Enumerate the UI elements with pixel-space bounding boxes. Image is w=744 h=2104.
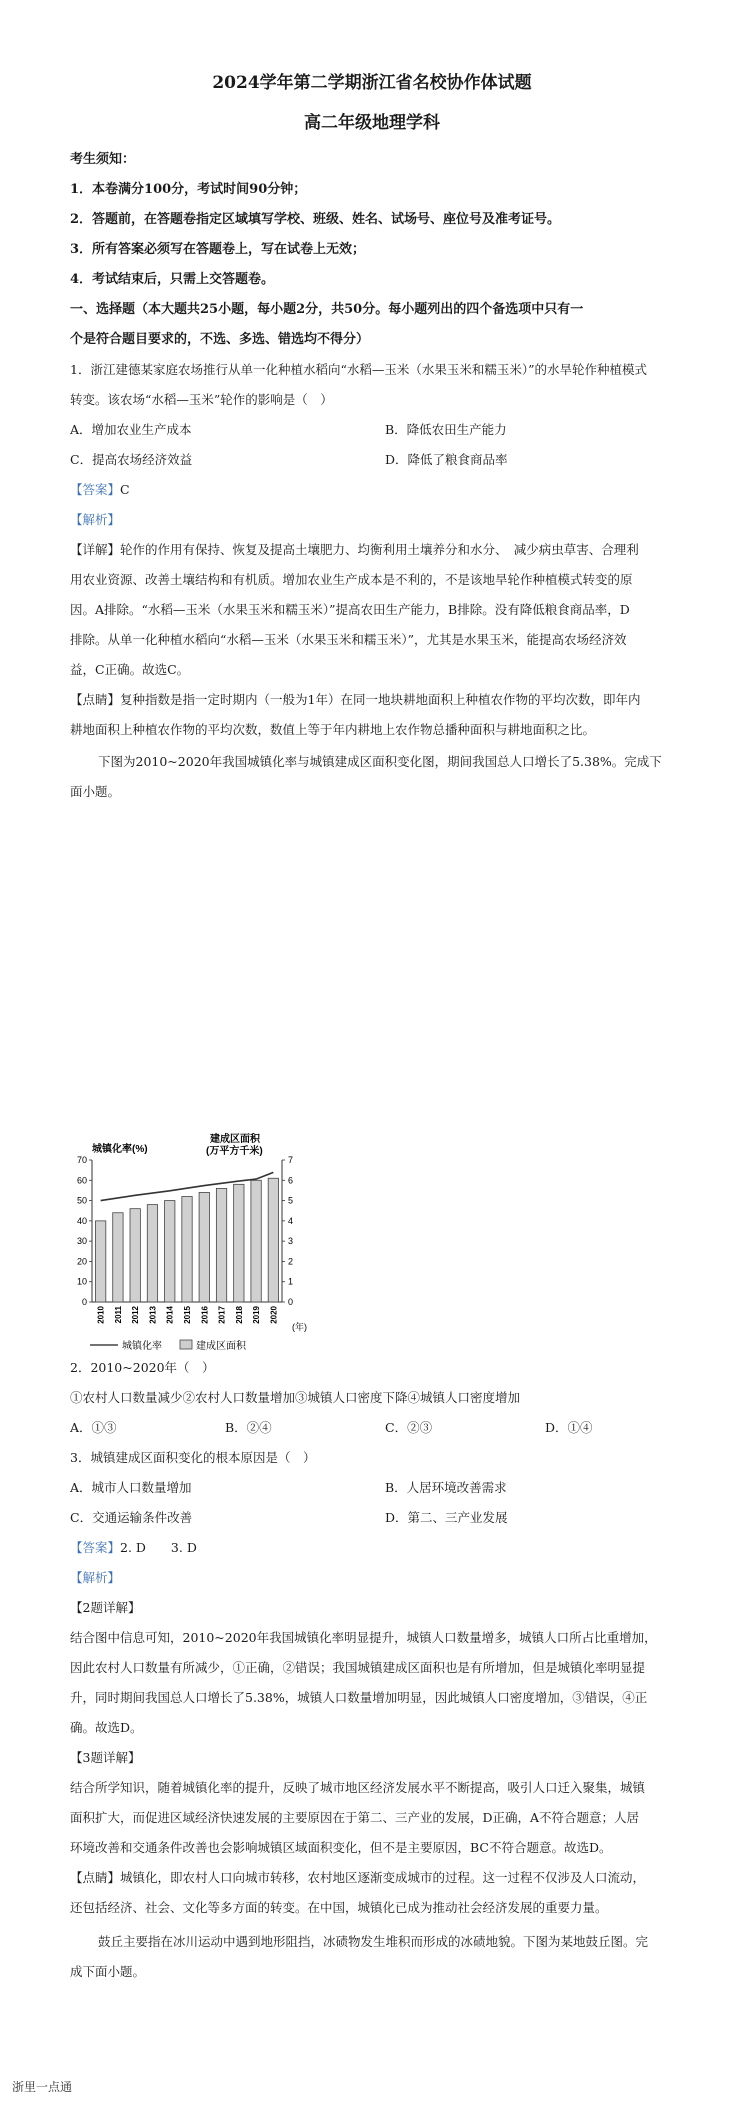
- notice-item: 2．答题前，在答题卷指定区域填写学校、班级、姓名、试场号、座位号及准考证号。: [70, 212, 561, 227]
- q3-option-b: B．人居环境改善需求: [385, 1480, 507, 1495]
- section-heading: 一、选择题（本大题共25小题，每小题2分，共50分。每小题列出的四个备选项中只有一: [70, 302, 584, 317]
- q1-tip: 耕地面积上种植农作物的平均次数，数值上等于年内耕地上农作物总播种面积与耕地面积之比。: [70, 722, 596, 737]
- right-tick-label: 3: [288, 1236, 294, 1247]
- right-tick-label: 7: [288, 1155, 294, 1165]
- q3-option-d: D．第二、三产业发展: [385, 1510, 508, 1525]
- right-axis-unit: (万平方千米): [206, 1146, 263, 1157]
- footer-brand: 浙里一点通: [12, 2080, 73, 2094]
- right-tick-label: 2: [288, 1256, 294, 1267]
- q23-analysis-tag: 【解析】: [70, 1570, 121, 1585]
- intro-q2-3-cont: 面小题。: [70, 784, 121, 799]
- exam-subtitle: 高二年级地理学科: [304, 113, 440, 133]
- section-heading-cont: 个是符合题目要求的，不选、多选、错选均不得分）: [70, 332, 370, 347]
- built-area-bar: [113, 1213, 123, 1302]
- q1-stem: 1．浙江建德某家庭农场推行从单一化种植水稻向“水稻—玉米（水果玉米和糯玉米）”的水旱轮作种植模式: [70, 362, 647, 377]
- x-tick-label: 2013: [148, 1306, 158, 1324]
- x-tick-label: 2020: [269, 1306, 279, 1324]
- left-tick-label: 20: [76, 1256, 87, 1267]
- q2-detail: 升，同时期间我国总人口增长了5.38%，城镇人口数量增加明显，因此城镇人口密度增加，③错误，④正: [70, 1690, 648, 1705]
- q1-detail: 因。A排除。“水稻—玉米（水果玉米和糯玉米）”提高农田生产能力，B排除。没有降低粮食商品率，D: [70, 602, 630, 617]
- q1-option-c: C．提高农场经济效益: [70, 452, 193, 467]
- q1-answer: [70, 480, 690, 498]
- q2-option-c: C．②③: [385, 1420, 433, 1435]
- right-tick-label: 5: [288, 1195, 294, 1206]
- right-tick-label: 0: [288, 1297, 294, 1307]
- intro-q4: 鼓丘主要指在冰川运动中遇到地形阻挡，冰碛物发生堆积而形成的冰碛地貌。下图为某地鼓丘图。完: [98, 1934, 649, 1949]
- q3-option-c: C．交通运输条件改善: [70, 1510, 193, 1525]
- x-tick-label: 2019: [252, 1306, 262, 1324]
- q23-answer: [70, 1538, 690, 1556]
- notice-heading: 考生须知：: [70, 152, 136, 167]
- q23-tip: 还包括经济、社会、文化等多方面的转变。在中国，城镇化已成为推动社会经济发展的重要力量。: [70, 1900, 608, 1915]
- right-axis-label: 建成区面积: [210, 1134, 260, 1145]
- x-tick-label: 2016: [200, 1306, 210, 1324]
- left-tick-label: 0: [81, 1297, 87, 1307]
- built-area-bar: [234, 1184, 244, 1302]
- notice-item: 3．所有答案必须写在答题卷上，写在试卷上无效；: [70, 242, 366, 257]
- x-axis-label: (年): [292, 1322, 307, 1332]
- answer-value: C: [120, 482, 130, 497]
- built-area-bar: [199, 1192, 209, 1302]
- notice-item: 1．本卷满分100分，考试时间90分钟；: [70, 182, 307, 197]
- q2-option-a: A．①③: [70, 1420, 117, 1435]
- intro-q2-3: 下图为2010~2020年我国城镇化率与城镇建成区面积变化图，期间我国总人口增长了5.38%。完成下: [98, 754, 662, 769]
- left-tick-label: 50: [76, 1195, 87, 1206]
- notice-item: 4．考试结束后，只需上交答题卷。: [70, 272, 275, 287]
- built-area-bar: [268, 1178, 278, 1302]
- q1-option-d: D．降低了粮食商品率: [385, 452, 508, 467]
- q3-detail: 面积扩大，而促进区域经济快速发展的主要原因在于第二、三产业的发展，D正确，A不符合题意；人居: [70, 1810, 640, 1825]
- x-tick-label: 2015: [183, 1306, 192, 1324]
- built-area-bar: [165, 1201, 175, 1302]
- built-area-bar: [182, 1197, 192, 1302]
- right-tick-label: 1: [288, 1276, 294, 1287]
- q2-detail: 因此农村人口数量有所减少，①正确，②错误；我国城镇建成区面积也是有所增加，但是城镇化率明显提: [70, 1660, 646, 1675]
- legend-bar-label: 建成区面积: [196, 1341, 246, 1352]
- legend-line-label: 城镇化率: [122, 1341, 162, 1352]
- exam-title: 2024学年第二学期浙江省名校协作体试题: [212, 73, 532, 93]
- legend-bar-swatch: [180, 1340, 192, 1349]
- q3-stem: 3．城镇建成区面积变化的根本原因是（ ）: [70, 1450, 316, 1465]
- right-tick-label: 4: [288, 1215, 294, 1226]
- answer-tag: 【答案】: [70, 482, 121, 497]
- left-tick-label: 40: [76, 1215, 87, 1226]
- q1-analysis-tag: 【解析】: [70, 512, 121, 527]
- q1-tip: 【点睛】复种指数是指一定时期内（一般为1年）在同一地块耕地面积上种植农作物的平均次数，即年内: [70, 692, 641, 707]
- left-axis-label: 城镇化率(%): [92, 1144, 148, 1155]
- q3-detail: 环境改善和交通条件改善也会影响城镇区域面积变化，但不是主要原因，BC不符合题意。故选D。: [70, 1840, 612, 1855]
- chart-plot-area: [77, 1155, 293, 1324]
- built-area-bar: [130, 1209, 140, 1302]
- left-tick-label: 60: [76, 1175, 87, 1186]
- q1-option-b: B．降低农田生产能力: [385, 422, 507, 437]
- q2-detail: 确。故选D。: [70, 1720, 143, 1735]
- x-tick-label: 2017: [217, 1306, 227, 1324]
- right-tick-label: 6: [288, 1175, 294, 1186]
- built-area-bar: [147, 1205, 157, 1302]
- intro-q4-cont: 成下面小题。: [70, 1964, 146, 1979]
- x-tick-label: 2010: [96, 1306, 106, 1324]
- urbanization-chart: [70, 1130, 320, 1355]
- q3-detail: 结合所学知识，随着城镇化率的提升，反映了城市地区经济发展水平不断提高，吸引人口迁入聚集，城镇: [70, 1780, 646, 1795]
- answer-tag: 【答案】: [70, 1540, 121, 1555]
- q1-detail: 用农业资源、改善土壤结构和有机质。增加农业生产成本是不利的，不是该地旱轮作种植模式转变的原: [70, 572, 633, 587]
- q1-detail: 益，C正确。故选C。: [70, 662, 190, 677]
- built-area-bar: [95, 1221, 105, 1302]
- q1-detail: 【详解】轮作的作用有保持、恢复及提高土壤肥力、均衡利用土壤养分和水分、 减少病虫草害、合理利: [70, 542, 639, 557]
- q2-detail-tag: 【2题详解】: [70, 1600, 141, 1615]
- q2-statements: ①农村人口数量减少②农村人口数量增加③城镇人口密度下降④城镇人口密度增加: [70, 1390, 521, 1405]
- left-tick-label: 30: [76, 1236, 87, 1247]
- built-area-bar: [251, 1180, 261, 1302]
- q1-stem-cont: 转变。该农场“水稻—玉米”轮作的影响是（ ）: [70, 392, 333, 407]
- q3-detail-tag: 【3题详解】: [70, 1750, 141, 1765]
- q2-detail: 结合图中信息可知，2010~2020年我国城镇化率明显提升，城镇人口数量增多，城镇人口所占比重增加，: [70, 1630, 657, 1645]
- built-area-bar: [216, 1188, 226, 1302]
- q3-option-a: A．城市人口数量增加: [70, 1480, 192, 1495]
- q1-detail: 排除。从单一化种植水稻向“水稻—玉米（水果玉米和糯玉米）”，尤其是水果玉米，能提高农场经济效: [70, 632, 627, 647]
- q2-stem: 2．2010~2020年（ ）: [70, 1360, 215, 1375]
- left-tick-label: 10: [76, 1276, 87, 1287]
- q2-option-d: D．①④: [545, 1420, 593, 1435]
- x-tick-label: 2014: [165, 1306, 175, 1324]
- answer-value: 2. D 3. D: [120, 1540, 197, 1555]
- left-tick-label: 70: [76, 1155, 87, 1165]
- q1-option-a: A．增加农业生产成本: [70, 422, 192, 437]
- x-tick-label: 2018: [234, 1306, 244, 1324]
- q2-option-b: B．②④: [225, 1420, 272, 1435]
- q23-tip: 【点睛】城镇化，即农村人口向城市转移，农村地区逐渐变成城市的过程。这一过程不仅涉及人口流动，: [70, 1870, 646, 1885]
- x-tick-label: 2012: [131, 1306, 141, 1324]
- x-tick-label: 2011: [113, 1306, 123, 1324]
